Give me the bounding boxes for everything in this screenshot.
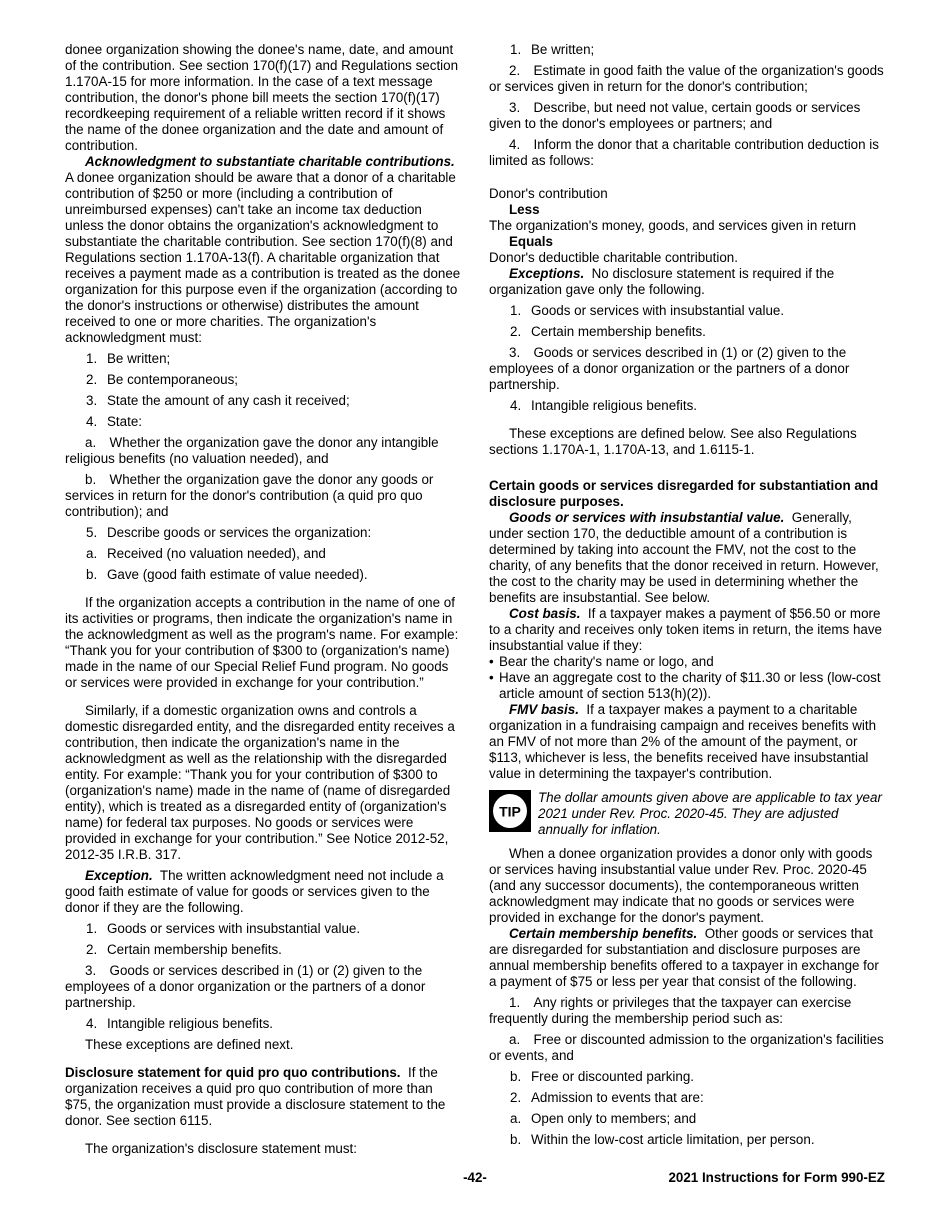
list-item: 3. Goods or services described in (1) or (2) given to the employees of a donor organization or the partners of a donor partnership. (489, 345, 850, 392)
list-item (65, 351, 461, 367)
paragraph-body: A donee organization should be aware that a donor of a charitable contribution of $250 or more (including a contribution of unreimbursed expenses) can't take an income tax deduction unless the donor obtains the organization's acknowledgment to substantiate the charitable contribution. See section 170(f)(8) and Regulations section 1.170A-13(f). A charitable organization that receives a payment made as a contribution is treated as the donee organization for this purpose even if the organization (according to the donor's instructions or otherwise) distributes the amount received to one or more charities. The organization's acknowledgment must: (65, 170, 461, 345)
page-footer (65, 1170, 885, 1186)
item-number: b. (86, 567, 98, 582)
run-in-heading: Cost basis. (509, 606, 581, 621)
list-item (65, 525, 461, 541)
formula-operator: Less (509, 202, 540, 217)
item-number: b. (510, 1069, 522, 1084)
run-in-heading: Certain membership benefits. (509, 926, 698, 941)
run-in-heading: Acknowledgment to substantiate charitable contributions. (85, 154, 455, 169)
formula-line: Donor's deductible charitable contribution. (489, 250, 738, 265)
acknowledgment-paragraph (65, 154, 461, 346)
left-column (65, 42, 461, 1157)
list-item (65, 372, 461, 388)
item-text: Be written; (531, 42, 595, 57)
formula-line: The organization's money, goods, and services given in return (489, 218, 857, 233)
list-item (65, 1016, 461, 1032)
list-item (489, 398, 885, 414)
item-text: Intangible religious benefits. (531, 398, 698, 413)
item-text: Free or discounted parking. (531, 1069, 695, 1084)
item-text: Be contemporaneous; (107, 372, 239, 387)
sub-item: a. Free or discounted admission to the organization's facilities or events, and (489, 1032, 884, 1063)
paragraph: These exceptions are defined below. See also Regulations sections 1.170A-1, 1.170A-13, and 1.6115-1. (489, 426, 857, 457)
paragraph: These exceptions are defined next. (85, 1037, 294, 1052)
item-number: b. (510, 1132, 522, 1147)
item-text: State the amount of any cash it received; (107, 393, 350, 408)
item-number: 1. (510, 303, 522, 318)
item-text: Admission to events that are: (531, 1090, 704, 1105)
item-number: a. (510, 1111, 522, 1126)
item-number: 2. (510, 1090, 522, 1105)
list-item (489, 324, 885, 340)
list-item: 2. Estimate in good faith the value of the organization's goods or services given in return for the donor's contribution; (489, 63, 884, 94)
list-item (65, 921, 461, 937)
list-item (489, 1090, 885, 1106)
item-text: Open only to members; and (531, 1111, 697, 1126)
paragraph-body: If a taxpayer makes a payment to a charitable organization in a fundraising campaign and receives benefits with an FMV of not more than 2% of the amount of the payment, or $113, whichever is less, the benefits received have insubstantial value in determining the taxpayer's contribution. (489, 702, 877, 781)
item-number: 1. (86, 921, 98, 936)
paragraph-body: If a taxpayer makes a payment of $56.50 or more to a charity and receives only token items in return, the items have insubstantial value if they: (489, 606, 882, 653)
run-in-heading: FMV basis. (509, 702, 579, 717)
item-text: Intangible religious benefits. (107, 1016, 274, 1031)
paragraph-body: Generally, under section 170, the deductible amount of a contribution is determined by taking into account the FMV, not the cost to the charity, of any benefits that the donor received in return. However, the cost to the charity may be used in determining whether the benefits are insubstantial. See below. (489, 510, 879, 605)
tip-icon (489, 790, 531, 832)
list-item (65, 567, 461, 583)
item-number: 4. (86, 414, 98, 429)
disclosure-paragraph (65, 1065, 461, 1129)
list-item (65, 414, 461, 430)
item-text: Certain membership benefits. (107, 942, 282, 957)
tip-box (489, 790, 885, 838)
list-item: 4. Inform the donor that a charitable contribution deduction is limited as follows: (489, 137, 879, 168)
run-in-heading: Goods or services with insubstantial value. (509, 510, 785, 525)
run-in-heading: Exception. (85, 868, 153, 883)
paragraph: Similarly, if a domestic organization owns and controls a domestic disregarded entity, and the disregarded entity receives a contribution, then indicate the organization's name in the acknowledgment as well as the relationship with the disregarded entity. For example: “Thank you for your contribution of $300 to (organization's name) made in the name of (name of disregarded entity), which is treated as a disregarded entity of (organization's name) for federal tax purposes. No goods or services were provided in exchange for your contribution.” See Notice 2012-52, 2012-35 I.R.B. 317. (65, 703, 455, 862)
paragraph-body: No disclosure statement is required if the organization gave only the following. (489, 266, 835, 297)
right-column (489, 42, 885, 1153)
item-number: 5. (86, 525, 98, 540)
paragraph-body: Other goods or services that are disregarded for substantiation and disclosure purposes are annual membership benefits offered to a taxpayer in exchange for a payment of $75 or less per year that consist of the following. (489, 926, 879, 989)
paragraph: The organization's disclosure statement must: (85, 1141, 357, 1156)
item-number: 1. (510, 42, 522, 57)
sub-item: a. Whether the organization gave the donor any intangible religious benefits (no valuation needed), and (65, 435, 439, 466)
list-item (65, 393, 461, 409)
item-text: Gave (good faith estimate of value needed). (107, 567, 368, 582)
item-number: 4. (510, 398, 522, 413)
bullet-item: • Have an aggregate cost to the charity of $11.30 or less (low-cost article amount of section 513(h)(2)). (489, 670, 885, 702)
bullet-item: • Bear the charity's name or logo, and (489, 654, 885, 670)
cost-basis-paragraph (489, 606, 885, 654)
item-number: a. (86, 546, 98, 561)
tip-text: The dollar amounts given above are applicable to tax year 2021 under Rev. Proc. 2020-45. They are adjusted annually for inflation. (538, 790, 882, 837)
item-number: 4. (86, 1016, 98, 1031)
insubstantial-value-paragraph (489, 510, 885, 606)
page-number: -42- (463, 1170, 487, 1185)
paragraph-body: If the organization receives a quid pro quo contribution of more than $75, the organization must provide a disclosure statement to the donor. See section 6115. (65, 1065, 446, 1128)
section-heading: Disclosure statement for quid pro quo contributions. (65, 1065, 401, 1080)
item-text: State: (107, 414, 142, 429)
item-number: 2. (510, 324, 522, 339)
list-item (489, 42, 885, 58)
form-title: 2021 Instructions for Form 990-EZ (668, 1170, 885, 1185)
item-number: 2. (86, 372, 98, 387)
list-item (489, 303, 885, 319)
item-number: 3. (86, 393, 98, 408)
list-item (489, 1111, 885, 1127)
item-text: Goods or services with insubstantial value. (107, 921, 361, 936)
item-text: Be written; (107, 351, 171, 366)
list-item: 3. Goods or services described in (1) or (2) given to the employees of a donor organization or the partners of a donor partnership. (65, 963, 426, 1010)
exceptions-paragraph (489, 266, 885, 298)
item-number: 2. (86, 942, 98, 957)
item-text: Certain membership benefits. (531, 324, 706, 339)
deduction-formula (489, 186, 885, 266)
list-item: 1. Any rights or privileges that the taxpayer can exercise frequently during the membership period such as: (489, 995, 852, 1026)
paragraph: donee organization showing the donee's name, date, and amount of the contribution. See section 170(f)(17) and Regulations section 1.170A-15 for more information. In the case of a text message contribution, the donor's phone bill meets the section 170(f)(17) recordkeeping requirement of a reliable written record if it shows the name of the donee organization and the date and amount of contribution. (65, 42, 459, 153)
paragraph: If the organization accepts a contribution in the name of one of its activities or programs, then indicate the organization's name in the acknowledgment as well as the program's name. For example: “Thank you for your contribution of $300 to (organization's name) made in the name of our Special Relief Fund program. No goods or services were provided in exchange for your contribution.” (65, 595, 459, 690)
list-item (489, 1069, 885, 1085)
section-heading: Certain goods or services disregarded for substantiation and disclosure purposes. (489, 478, 879, 509)
paragraph-body: The written acknowledgment need not include a good faith estimate of value for goods or services given to the donor if they are the following. (65, 868, 444, 915)
list-item: 3. Describe, but need not value, certain goods or services given to the donor's employees or partners; and (489, 100, 861, 131)
paragraph: When a donee organization provides a donor only with goods or services having insubstantial value under Rev. Proc. 2020-45 (and any successor documents), the contemporaneous written acknowledgment may indicate that no goods or services were provided in exchange for the donor's payment. (489, 846, 873, 925)
item-number: 1. (86, 351, 98, 366)
fmv-basis-paragraph (489, 702, 885, 782)
run-in-heading: Exceptions. (509, 266, 585, 281)
list-item (489, 1132, 885, 1148)
formula-operator: Equals (509, 234, 553, 249)
item-text: Describe goods or services the organization: (107, 525, 372, 540)
tip-label: TIP (499, 803, 521, 820)
sub-item: b. Whether the organization gave the donor any goods or services in return for the donor's contribution (a quid pro quo contribution); and (65, 472, 434, 519)
item-text: Received (no valuation needed), and (107, 546, 326, 561)
exception-paragraph (65, 868, 461, 916)
list-item (65, 942, 461, 958)
list-item (65, 546, 461, 562)
membership-paragraph (489, 926, 885, 990)
formula-line: Donor's contribution (489, 186, 608, 201)
item-text: Within the low-cost article limitation, per person. (531, 1132, 815, 1147)
item-text: Goods or services with insubstantial value. (531, 303, 785, 318)
